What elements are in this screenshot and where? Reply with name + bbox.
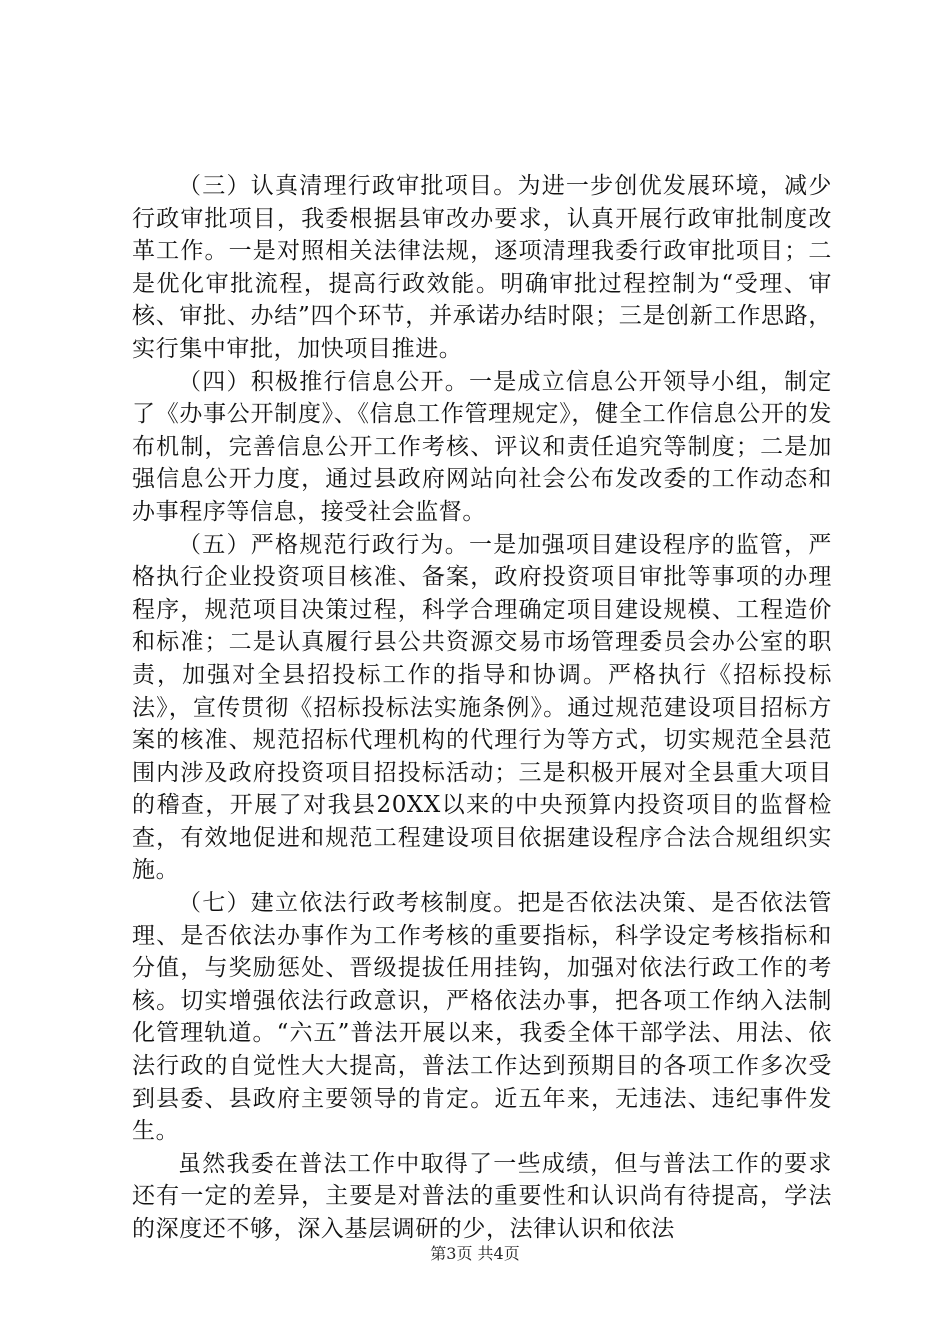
page-footer <box>0 1244 950 1264</box>
paragraph-approval-items: （三）认真清理行政审批项目。为进一步创优发展环境，减少行政审批项目，我委根据县审改办要求，认真开展行政审批制度改革工作。一是对照相关法律法规，逐项清理我委行政审批项目；二是优化审批流程，提高行政效能。明确审批过程控制为“受理、审核、审批、办结”四个环节，并承诺办结时限；三是创新工作思路，实行集中审批，加快项目推进。 <box>132 173 832 362</box>
paragraph-assessment-system: （七）建立依法行政考核制度。把是否依法决策、是否依法管理、是否依法办事作为工作考核的重要指标，科学设定考核指标和分值，与奖励惩处、晋级提拔任用挂钩，加强对依法行政工作的考核。切实增强依法行政意识，严格依法办事，把各项工作纳入法制化管理轨道。“六五”普法开展以来，我委全体干部学法、用法、依法行政的自觉性大大提高，普法工作达到预期目的各项工作多次受到县委、县政府主要领导的肯定。近五年来，无违法、违纪事件发生。 <box>132 890 832 1145</box>
paragraph-shortcomings: 虽然我委在普法工作中取得了一些成绩，但与普法工作的要求还有一定的差异，主要是对普法的重要性和认识尚有待提高，学法的深度还不够，深入基层调研的少，法律认识和依法 <box>132 1150 832 1242</box>
paragraph-information-disclosure: （四）积极推行信息公开。一是成立信息公开领导小组，制定了《办事公开制度》、《信息工作管理规定》，健全工作信息公开的发布机制，完善信息公开工作考核、评议和责任追究等制度；二是加强信息公开力度，通过县政府网站向社会公布发改委的工作动态和办事程序等信息，接受社会监督。 <box>132 368 832 525</box>
paragraph-administrative-conduct: （五）严格规范行政行为。一是加强项目建设程序的监管，严格执行企业投资项目核准、备案，政府投资项目审批等事项的办理程序，规范项目决策过程，科学合理确定项目建设规模、工程造价和标准；二是认真履行县公共资源交易市场管理委员会办公室的职责，加强对全县招投标工作的指导和协调。严格执行《招标投标法》，宣传贯彻《招标投标法实施条例》。通过规范建设项目招标方案的核准、规范招标代理机构的代理行为等方式，切实规范全县范围内涉及政府投资项目招投标活动；三是积极开展对全县重大项目的稽查，开展了对我县20XX以来的中央预算内投资项目的监督检查，有效地促进和规范工程建设项目依据建设程序合法合规组织实施。 <box>132 531 832 884</box>
document-body <box>132 170 832 1246</box>
page-number: 第3页 共4页 <box>430 1244 520 1263</box>
